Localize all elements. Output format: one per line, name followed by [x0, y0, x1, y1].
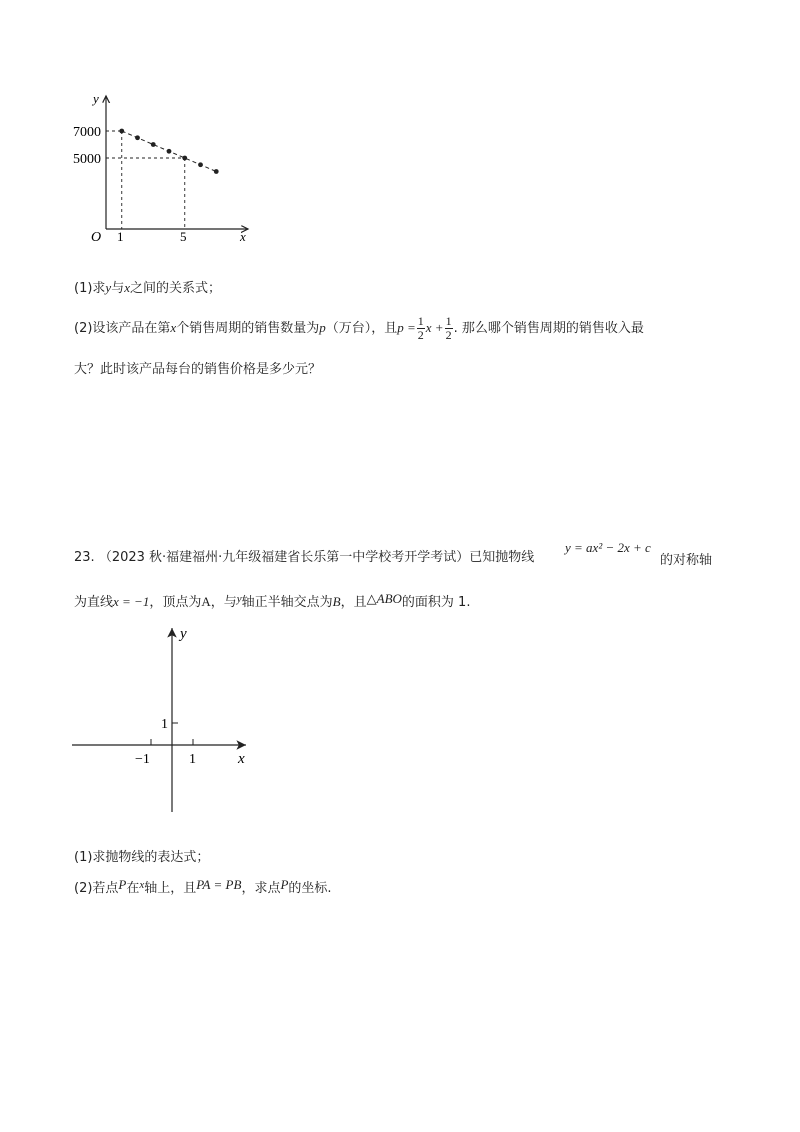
- chart-xlabel: x: [240, 229, 246, 244]
- fraction-half-2: $\frac{1}{2}$: [445, 314, 452, 342]
- var-x: x: [124, 280, 130, 295]
- graph-label-1x: 1: [189, 752, 196, 767]
- p23-line2: 为直线x = −1，顶点为A，与$^y$轴正半轴交点为B，且△ABO的面积为 1.: [74, 591, 471, 610]
- graph-label-neg1: −1: [135, 752, 150, 767]
- graph-y-label: y: [180, 626, 187, 642]
- graph-label-1y: 1: [161, 717, 168, 732]
- chart-ylabel: y: [93, 91, 99, 106]
- triangle-abo: △ABO: [366, 591, 402, 606]
- p22-question-2-line2: 大？此时该产品每台的销售价格是多少元？: [74, 362, 322, 377]
- chart-point-7: [214, 169, 219, 174]
- graph-x-label: x: [238, 751, 245, 767]
- p23-parabola-formula: y = ax² − 2x + c: [565, 540, 651, 555]
- fraction-half-1: $\frac{1}{2}$: [417, 314, 424, 342]
- p23-after-formula: 的对称轴: [660, 553, 713, 568]
- var-y: y: [105, 280, 112, 295]
- p-formula-left: p =: [397, 320, 416, 335]
- chart-point-2: [135, 135, 140, 140]
- p22-question-1: (1)求y与x之间的关系式；: [74, 280, 222, 296]
- p23-question-1: (1)求抛物线的表达式；: [74, 850, 210, 865]
- chart-point-3: [151, 142, 156, 147]
- p23-number: 23.: [74, 550, 95, 565]
- chart-point-4: [167, 149, 172, 154]
- chart-xtick-5: 5: [180, 229, 187, 244]
- chart-point-1: [119, 129, 124, 134]
- p23-question-2: (2)若点P在$^x$轴上，且PA = PB，求点P的坐标.: [74, 877, 332, 896]
- p22-question-2-line1: (2)设该产品在第x个销售周期的销售数量为p（万台），且p = $\frac{1}{2}$ x + $\frac{1}{2}$ . 那么哪个销售周期的销售收入最: [74, 314, 644, 342]
- chart-xtick-1: 1: [117, 229, 124, 244]
- axis-equation: x = −1: [113, 594, 150, 609]
- p23-line1: [74, 550, 534, 566]
- chart-origin-label: O: [91, 230, 102, 245]
- p23-source: （2023 秋·福建福州·九年级福建省长乐第一中学校考开学考试）已知抛物线: [98, 550, 535, 565]
- chart-ytick-7000: 7000: [73, 125, 101, 140]
- chart-point-6: [198, 162, 203, 167]
- sales-price-chart: [60, 88, 260, 248]
- coordinate-axes-graph: [60, 620, 270, 820]
- chart-point-5: [182, 156, 187, 161]
- chart-ytick-5000: 5000: [73, 152, 101, 167]
